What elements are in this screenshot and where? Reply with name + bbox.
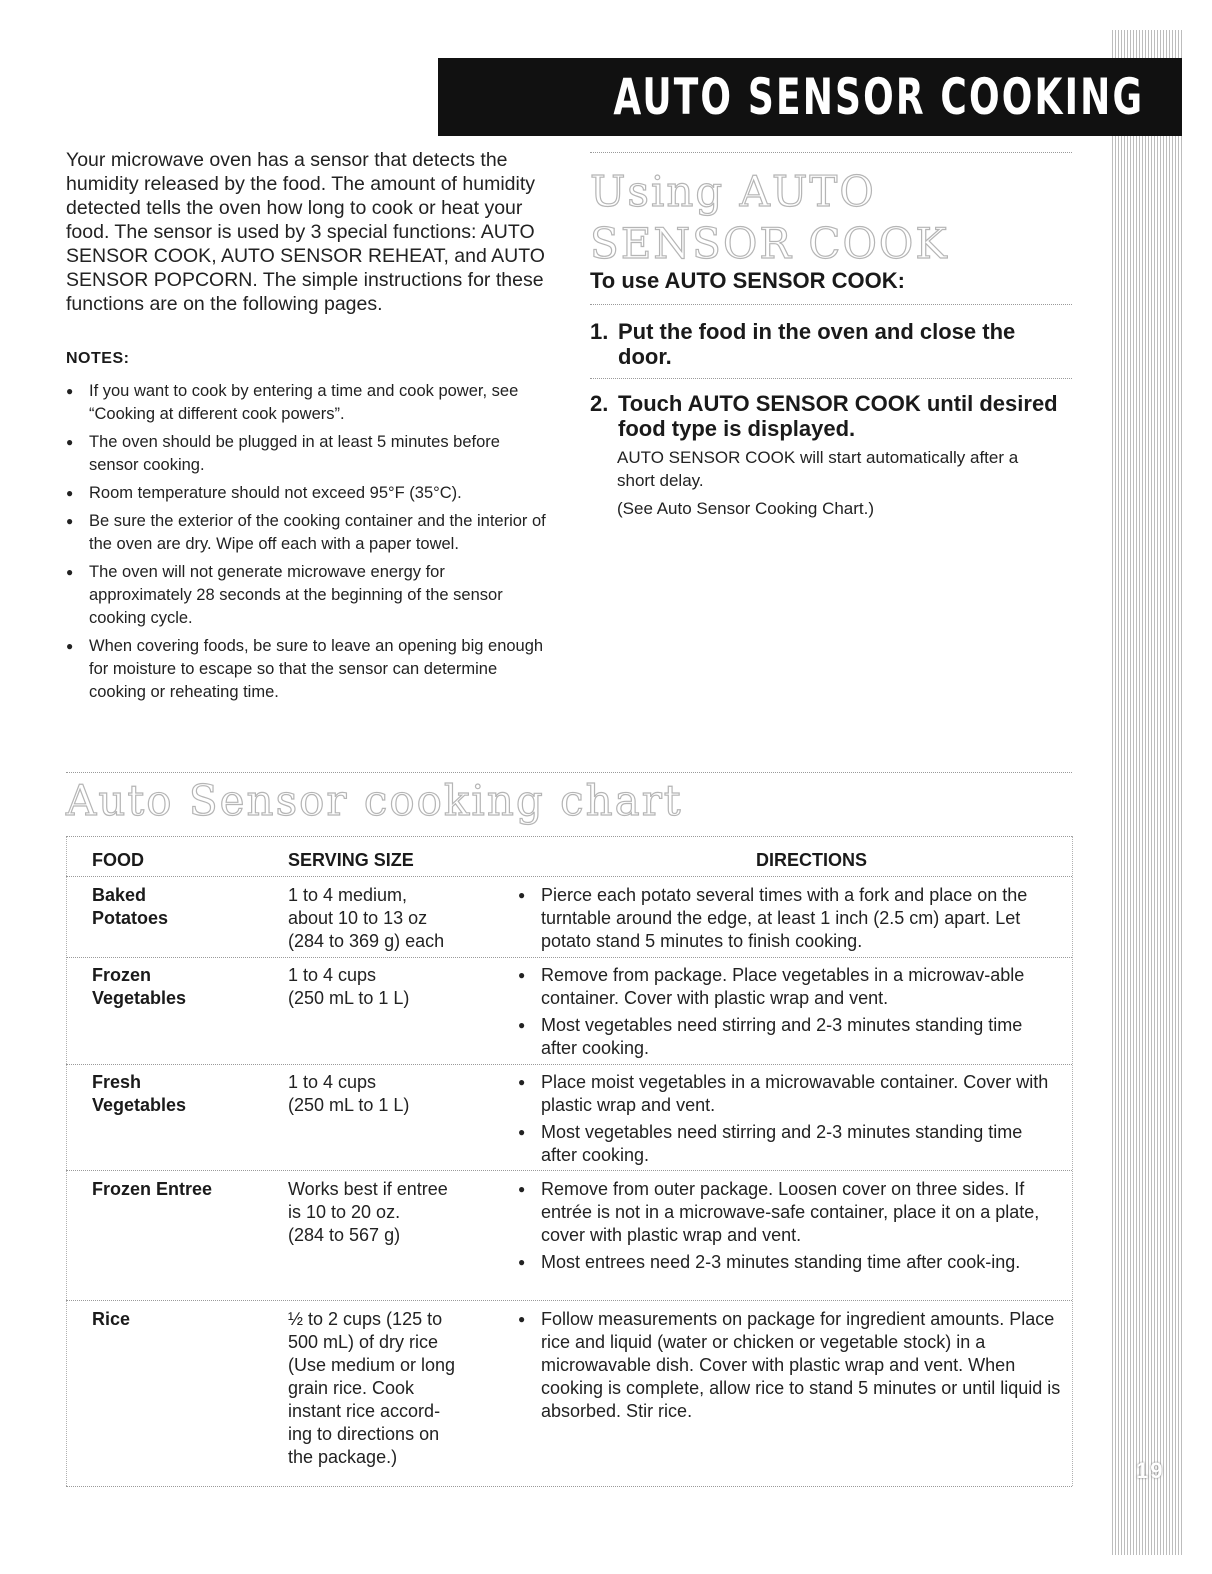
page-edge-pattern xyxy=(1112,30,1182,1555)
intro-paragraph: Your microwave oven has a sensor that detects the humidity released by the food. The amount of humidity detected tells the oven how long to cook or heat your food. The sensor is used by 3 special functions: AUTO SENSOR COOK, AUTO SENSOR REHEAT, and AUTO SENSOR POPCORN. The simple instructions for these functions are on the following pages. xyxy=(66,149,545,315)
row-divider xyxy=(66,1170,1072,1171)
section-title-using: Using AUTO SENSOR COOK xyxy=(590,167,949,268)
row-divider xyxy=(66,1300,1072,1301)
directions-list xyxy=(518,1071,1062,1171)
serving-size: 1 to 4 cups (250 mL to 1 L) xyxy=(288,1072,410,1115)
food-name: Fresh Vegetables xyxy=(92,1072,187,1115)
column-header-directions: DIRECTIONS xyxy=(756,850,868,870)
chart-title: Auto Sensor cooking chart xyxy=(66,776,683,825)
serving-size: 1 to 4 cups (250 mL to 1 L) xyxy=(288,965,410,1008)
directions-list xyxy=(518,884,1062,957)
page-number: 19 xyxy=(1136,1458,1165,1483)
direction-item: ● Remove from package. Place vegetables in a microwav-able container. Cover with plastic wrap and vent. xyxy=(518,964,1062,1010)
step-2-detail: AUTO SENSOR COOK will start automatically after a short delay. xyxy=(617,448,1019,490)
page-title: AUTO SENSOR COOKING xyxy=(613,68,1144,126)
directions-list xyxy=(518,964,1062,1064)
column-header-food: FOOD xyxy=(92,850,144,870)
row-divider xyxy=(66,957,1072,958)
direction-item: ● Pierce each potato several times with a fork and place on the turntable around the edge, at least 1 inch (2.5 cm) apart. Let potato stand 5 minutes to finish cooking. xyxy=(518,884,1062,953)
notes-list xyxy=(66,380,546,709)
note-item: ● If you want to cook by entering a time and cook power, see “Cooking at different cook powers”. xyxy=(66,380,546,426)
step-2 xyxy=(590,391,1060,441)
table-top-border xyxy=(66,836,1072,837)
step-text: Touch AUTO SENSOR COOK until desired food type is displayed. xyxy=(618,391,1058,441)
food-name: Frozen Vegetables xyxy=(92,965,187,1008)
row-divider xyxy=(66,1064,1072,1065)
note-item: ● Room temperature should not exceed 95°F (35°C). xyxy=(66,482,546,505)
divider xyxy=(590,378,1072,379)
serving-size: ½ to 2 cups (125 to 500 mL) of dry rice (Use medium or long grain rice. Cook instant rice accord- ing to directions on the package.) xyxy=(288,1309,456,1467)
note-item: ● The oven should be plugged in at least 5 minutes before sensor cooking. xyxy=(66,431,546,477)
column-header-serving: SERVING SIZE xyxy=(288,850,414,870)
serving-size: 1 to 4 medium, about 10 to 13 oz (284 to 369 g) each xyxy=(288,885,445,951)
divider xyxy=(590,304,1072,305)
direction-item: ● Most vegetables need stirring and 2-3 minutes standing time after cooking. xyxy=(518,1014,1062,1060)
directions-list xyxy=(518,1308,1062,1427)
food-name: Rice xyxy=(92,1309,131,1329)
header-divider xyxy=(66,876,1072,877)
direction-item: ● Most vegetables need stirring and 2-3 minutes standing time after cooking. xyxy=(518,1121,1062,1167)
step-number: 1. xyxy=(590,319,609,344)
serving-size: Works best if entree is 10 to 20 oz. (284 to 567 g) xyxy=(288,1179,448,1245)
notes-heading: NOTES: xyxy=(66,350,130,367)
note-item: ● When covering foods, be sure to leave an opening big enough for moisture to escape so that the sensor can determine cooking or reheating time. xyxy=(66,635,546,704)
directions-list xyxy=(518,1178,1062,1278)
table-bottom-border xyxy=(66,1486,1072,1487)
note-item: ● Be sure the exterior of the cooking container and the interior of the oven are dry. Wipe off each with a paper towel. xyxy=(66,510,546,556)
direction-item: ● Place moist vegetables in a microwavable container. Cover with plastic wrap and vent. xyxy=(518,1071,1062,1117)
header-bar xyxy=(438,58,1182,136)
note-item: ● The oven will not generate microwave energy for approximately 28 seconds at the beginning of the sensor cooking cycle. xyxy=(66,561,546,630)
step-2-see-chart: (See Auto Sensor Cooking Chart.) xyxy=(617,499,875,518)
step-1 xyxy=(590,319,1060,369)
table-border-left xyxy=(66,836,67,1486)
food-name: Baked Potatoes xyxy=(92,885,169,928)
divider xyxy=(590,152,1072,153)
direction-item: ● Remove from outer package. Loosen cover on three sides. If entrée is not in a microwave-safe container, place it on a plate, cover with plastic wrap and vent. xyxy=(518,1178,1062,1247)
direction-item: ● Most entrees need 2-3 minutes standing time after cook-ing. xyxy=(518,1251,1062,1274)
table-border-right xyxy=(1072,836,1073,1486)
divider xyxy=(66,772,1072,773)
to-use-heading: To use AUTO SENSOR COOK: xyxy=(590,268,905,293)
food-name: Frozen Entree xyxy=(92,1179,213,1199)
step-number: 2. xyxy=(590,391,609,416)
direction-item: ● Follow measurements on package for ingredient amounts. Place rice and liquid (water or chicken or vegetable stock) in a microwavable dish. Cover with plastic wrap and vent. When cooking is complete, allow rice to stand 5 minutes or until liquid is absorbed. Stir rice. xyxy=(518,1308,1062,1423)
step-text: Put the food in the oven and close the door. xyxy=(618,319,1016,369)
